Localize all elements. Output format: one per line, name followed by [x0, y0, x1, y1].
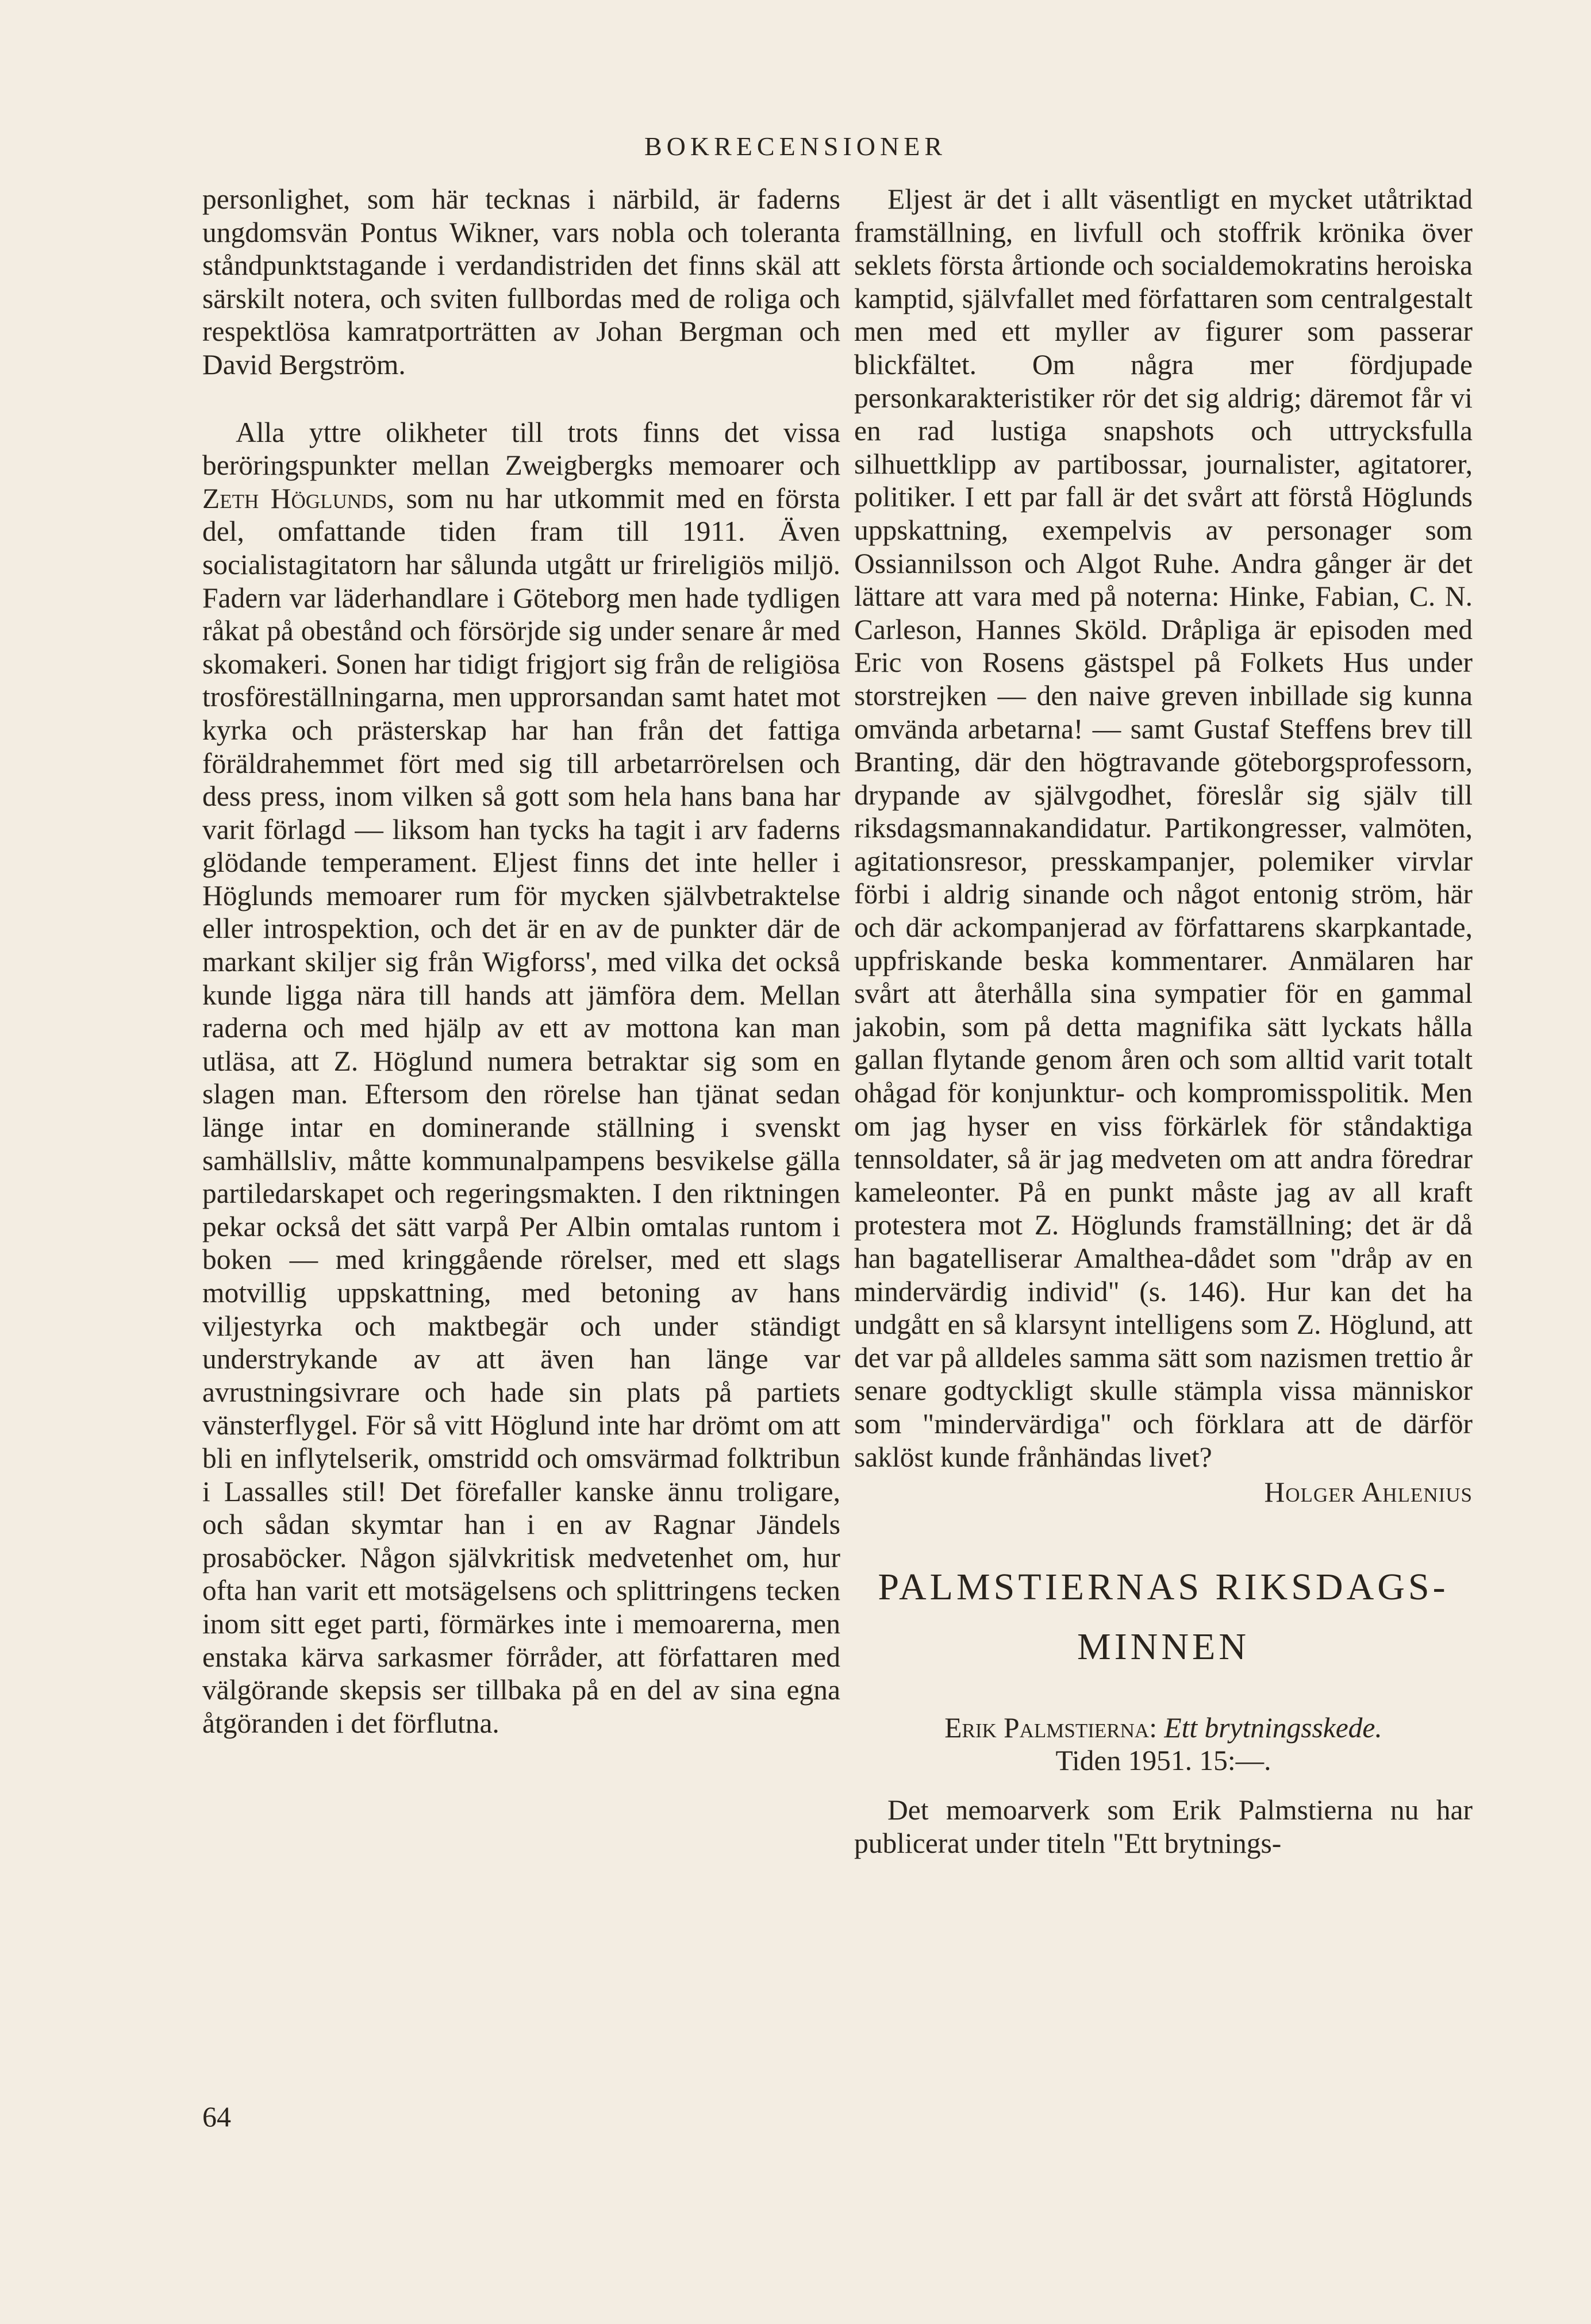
- section-title-line-2: MINNEN: [1077, 1625, 1250, 1668]
- section-title-line-1: PALMSTIERNAS RIKSDAGS-: [878, 1565, 1449, 1608]
- left-column: [202, 183, 840, 1740]
- section-title: [854, 1557, 1473, 1677]
- running-head: BOKRECENSIONER: [644, 132, 947, 161]
- left-paragraph-1: personlighet, som här tecknas i närbild, är faderns ungdomsvän Pontus Wikner, vars nobla och toleranta ståndpunktstagande i verdandistriden det finns skäl att särskilt notera, och sviten fullbordas med de roliga och respektlösa kamratporträtten av Johan Bergman och David Bergström.: [202, 183, 840, 380]
- book-title: Ett brytningsskede.: [1164, 1711, 1382, 1744]
- book-separator: :: [1149, 1711, 1165, 1744]
- book-publisher: Tiden 1951. 15:—.: [1055, 1745, 1271, 1777]
- right-column: [854, 183, 1473, 1860]
- page-number: 64: [202, 2100, 231, 2133]
- right-paragraph-1: Eljest är det i allt väsentligt en mycket utåtriktad framställning, en livfull och stoffrik krönika över seklets första årtionde och socialdemokratins heroiska kamptid, självfallet med författaren som centralgestalt men med ett myller av figurer som passerar blickfältet. Om några mer fördjupade personkarakteristiker rör det sig aldrig; däremot får vi en rad lustiga snapshots och uttrycksfulla silhuettklipp av partibossar, journalister, agitatorer, politiker. I ett par fall är det svårt att förstå Höglunds uppskattning, exempelvis av personager som Ossiannilsson och Algot Ruhe. Andra gånger är det lättare att vara med på noterna: Hinke, Fabian, C. N. Carleson, Hannes Sköld. Dråpliga är episoden med Eric von Rosens gästspel på Folkets Hus under storstrejken — den naive greven inbillade sig kunna omvända arbetarna! — samt Gustaf Steffens brev till Branting, där den högtravande göteborgsprofessorn, drypande av självgodhet, föreslår sig själv till riksdagsmannakandidatur. Partikongresser, valmöten, agitationsresor, presskampanjer, polemiker virvlar förbi i aldrig sinande och något entonig ström, här och där ackompanjerad av författarens skarpkantade, uppfriskande beska kommentarer. Anmälaren har svårt att återhålla sina sympatier för en gammal jakobin, som på detta magnifika sätt lyckats hålla gallan flytande genom åren och som alltid varit totalt ohågad för konjunktur- och kompromisspolitik. Men om jag hyser en viss förkärlek för ståndaktiga tennsoldater, så är jag medveten om att andra föredrar kameleonter. På en punkt måste jag av all kraft protestera mot Z. Höglunds framställning; det är då han bagatelliserar Amalthea-dådet som "dråp av en mindervärdig individ" (s. 146). Hur kan det ha undgått en så klarsynt intelligens som Z. Höglund, att det var på alldeles samma sätt som nazismen trettio år senare godtyckligt skulle stämpla vissa människor som "mindervärdiga" och förklara att de därför saklöst kunde frånhändas livet?: [854, 183, 1473, 1473]
- book-author: Erik Palmstierna: [944, 1711, 1150, 1744]
- right-paragraph-last: Det memoarverk som Erik Palmstierna nu har publicerat under titeln "Ett brytnings-: [854, 1794, 1473, 1859]
- book-reference: [854, 1711, 1473, 1777]
- reviewer-signature: Holger Ahlenius: [1264, 1476, 1473, 1509]
- left-paragraph-2: [202, 416, 840, 1740]
- author-name-hoglund: Zeth Höglunds: [202, 482, 387, 514]
- left-paragraph-2-rest: , som nu har utkommit med en första del, omfattande tiden fram till 1911. Även socialistagitatorn har sålunda utgått ur frireligiös miljö. Fadern var läderhandlare i Göteborg men hade tydligen råkat på obestånd och försörjde sig under senare år med skomakeri. Sonen har tidigt frigjort sig från de religiösa trosföreställningarna, men upprorsandan samt hatet mot kyrka och prästerskap har han från det fattiga föräldrahemmet fört med sig till arbetarrörelsen och dess press, inom vilken så gott som hela hans bana har varit förlagd — liksom han tycks ha tagit i arv faderns glödande temperament. Eljest finns det inte heller i Höglunds memoarer rum för mycken självbetraktelse eller introspektion, och det är en av de punkter där de markant skiljer sig från Wigforss', med vilka det också kunde ligga nära till hands att jämföra dem. Mellan raderna och med hjälp av ett av mottona kan man utläsa, att Z. Höglund numera betraktar sig som en slagen man. Eftersom den rörelse han tjänat sedan länge intar en dominerande ställning i svenskt samhällsliv, måtte kommunalpampens besvikelse gälla partiledarskapet och regeringsmakten. I den riktningen pekar också det sätt varpå Per Albin omtalas runtom i boken — med kringgående rörelser, med ett slags motvillig uppskattning, med betoning av hans viljestyrka och maktbegär och under ständigt understrykande av att även han länge var avrustningsivrare och hade sin plats på partiets vänsterflygel. För så vitt Höglund inte har drömt om att bli en inflytelserik, omstridd och omsvärmad folktribun i Lassalles stil! Det förefaller kanske ännu troligare, och sådan skymtar han i en av Ragnar Jändels prosaböcker. Någon självkritisk medvetenhet om, hur ofta han varit ett motsägelsens och splittringens tecken inom sitt eget parti, förmärkes inte i memoarerna, men enstaka kärva sarkasmer förråder, att författaren med välgörande skepsis ser tillbaka på en del av sina egna åtgöranden i det förflutna.: [202, 482, 840, 1739]
- left-paragraph-2-start: Alla yttre olikheter till trots finns det vissa beröringspunkter mellan Zweigbergks memoarer och: [202, 416, 840, 482]
